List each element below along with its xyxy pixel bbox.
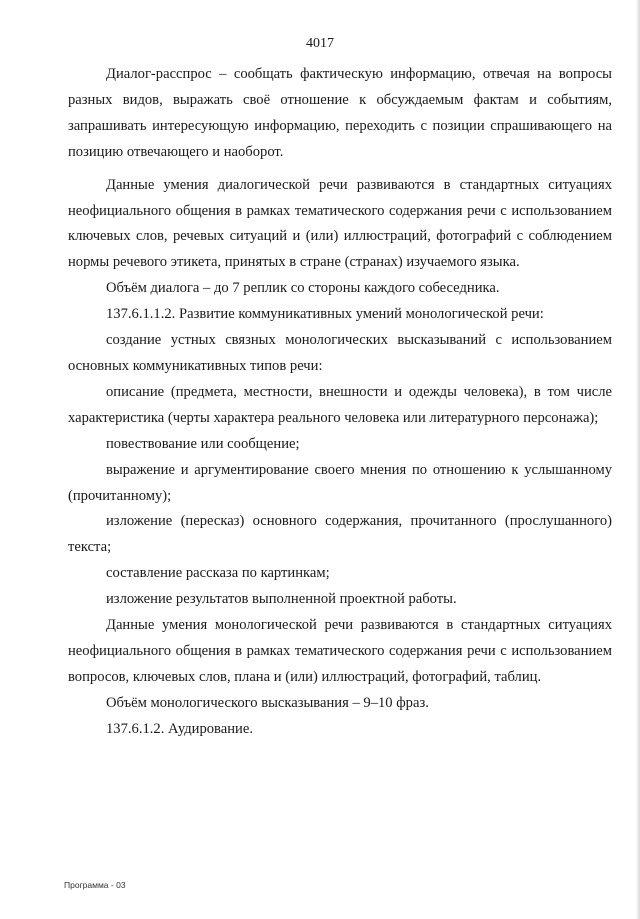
section-heading-monologue: 137.6.1.1.2. Развитие коммуникативных умений монологической речи: [106,306,544,323]
paragraph-dialog-skills: Данные умения диалогической речи развиваются в стандартных ситуациях неофициального общения в рамках тематического содержания речи с использованием ключевых слов, речевых ситуаций и (или) иллюстраций, фотографий с соблюдением нормы речевого этикета, принятых в стране (странах) изучаемого языка. [68,176,612,271]
footer-label: Программа - 03 [64,880,126,890]
paragraph-monologue-creation: создание устных связных монологических высказываний с использованием основных коммуникативных типов речи: [68,332,612,374]
paragraph-monologue-volume: Объём монологического высказывания – 9–10 фраз. [106,694,429,711]
section-heading-listening: 137.6.1.2. Аудирование. [106,720,253,737]
page-number: 4017 [306,36,334,51]
list-item-opinion: выражение и аргументирование своего мнения по отношению к услышанному (прочитанному); [68,461,612,504]
paragraph-dialog-volume: Объём диалога – до 7 реплик со стороны каждого собеседника. [106,280,500,297]
list-item-picture-story: составление рассказа по картинкам; [106,565,330,582]
scan-edge-shadow [636,0,640,919]
list-item-project-results: изложение результатов выполненной проектной работы. [106,591,457,608]
paragraph-dialog-inquiry: Диалог-расспрос – сообщать фактическую информацию, отвечая на вопросы разных видов, выражать своё отношение к обсуждаемым фактам и событиям, запрашивать интересующую информацию, переходить с позиции спрашивающего на позицию отвечающего и наоборот. [68,66,612,160]
list-item-narration: повествование или сообщение; [106,435,300,452]
list-item-retelling: изложение (пересказ) основного содержания, прочитанного (прослушанного) текста; [68,513,612,556]
paragraph-monologue-skills: Данные умения монологической речи развиваются в стандартных ситуациях неофициального общения в рамках тематического содержания речи с использованием вопросов, ключевых слов, плана и (или) иллюстраций, фотографий, таблиц. [68,617,612,685]
list-item-description: описание (предмета, местности, внешности и одежды человека), в том числе характеристика (черты характера реального человека или литературного персонажа); [68,383,612,426]
document-body [68,62,612,743]
